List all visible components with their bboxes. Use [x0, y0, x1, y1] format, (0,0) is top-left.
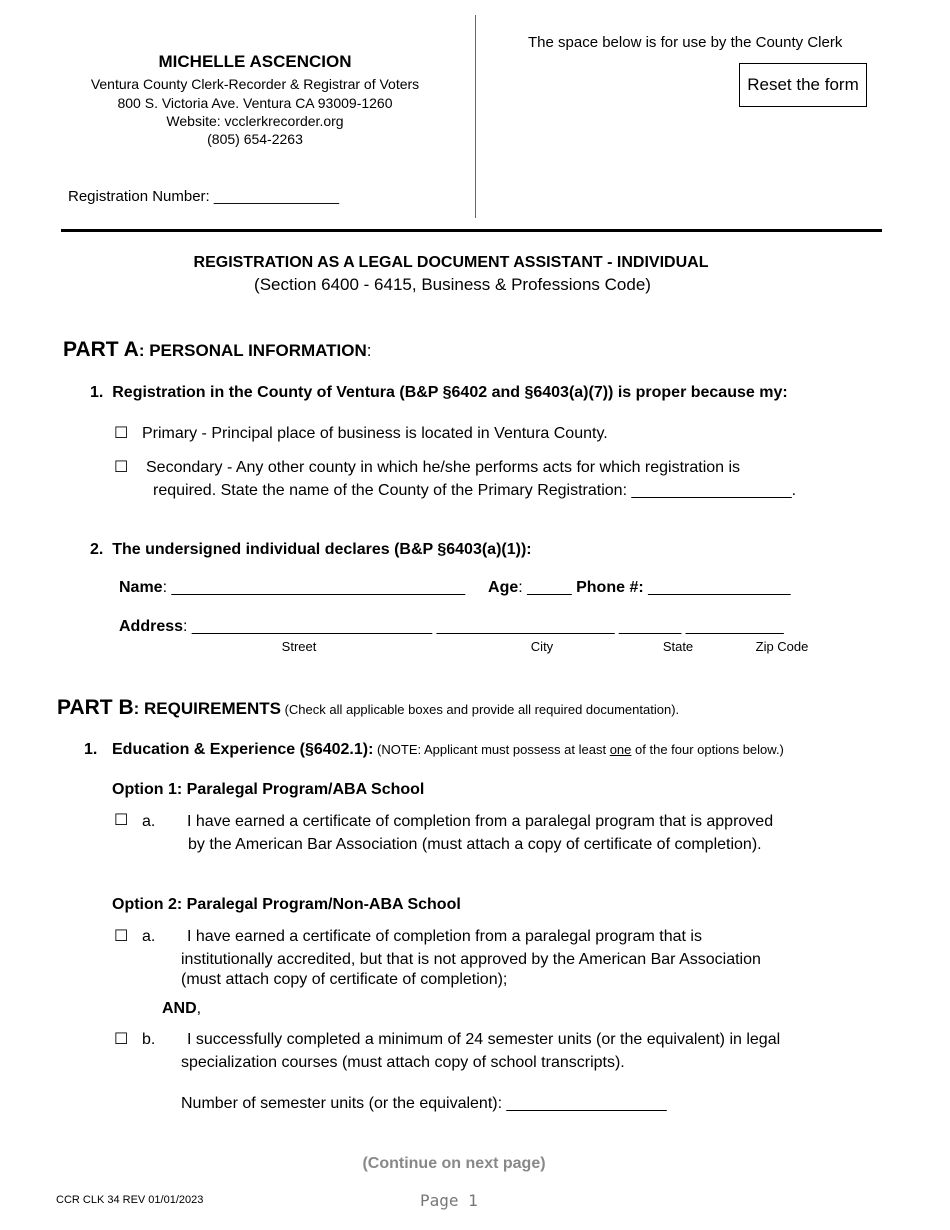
item-1-note-emphasis: one: [609, 742, 632, 757]
part-a-label: PART A: [63, 338, 139, 361]
form-title: REGISTRATION AS A LEGAL DOCUMENT ASSISTANT - INDIVIDUAL: [193, 254, 709, 271]
item-1-title: Education & Experience (§6402.1):: [112, 741, 374, 758]
secondary-option-text-1: Secondary - Any other county in which he/she performs acts for which registration is: [146, 459, 741, 476]
option-2b-letter: b.: [142, 1031, 156, 1048]
page-number: Page 1: [420, 1191, 478, 1210]
option-1a-checkbox[interactable]: ☐: [114, 810, 129, 829]
address-field[interactable]: : ___________________________ ____________________ _______ ___________: [183, 618, 784, 635]
header-rule: [61, 229, 882, 232]
option-2a-text-1: I have earned a certificate of completion from a paralegal program that is: [187, 928, 702, 945]
form-id: CCR CLK 34 REV 01/01/2023: [56, 1194, 204, 1206]
option-1a-text-1: I have earned a certificate of completion from a paralegal program that is approved: [187, 813, 774, 830]
continue-note: (Continue on next page): [362, 1155, 546, 1172]
part-a-colon: :: [366, 341, 372, 360]
clerk-address: 800 S. Victoria Ave. Ventura CA 93009-1260: [117, 95, 393, 111]
reset-form-button[interactable]: Reset the form: [739, 63, 867, 107]
semester-units-field[interactable]: Number of semester units (or the equivalent): __________________: [181, 1095, 667, 1112]
primary-option-text: Primary - Principal place of business is located in Ventura County.: [142, 425, 608, 442]
item-1-note-end: of the four options below.): [631, 742, 784, 757]
clerk-office: Ventura County Clerk-Recorder & Registrar of Voters: [90, 76, 420, 92]
zip-caption: Zip Code: [755, 639, 809, 654]
secondary-option-text-2[interactable]: required. State the name of the County of the Primary Registration: __________________.: [153, 482, 797, 499]
option-2b-checkbox[interactable]: ☐: [114, 1029, 129, 1048]
option-2a-text-3: (must attach copy of certificate of completion);: [181, 971, 508, 988]
city-caption: City: [530, 639, 554, 654]
part-a-title: : PERSONAL INFORMATION: [138, 341, 367, 360]
primary-checkbox[interactable]: ☐: [114, 423, 129, 442]
secondary-checkbox[interactable]: ☐: [114, 457, 129, 476]
and-comma: ,: [196, 1000, 202, 1017]
phone-field[interactable]: ________________: [643, 579, 791, 596]
age-field[interactable]: : _____: [518, 579, 572, 596]
and-connector: [162, 1000, 201, 1018]
name-age-phone-row: [119, 579, 791, 597]
item-1-number: 1.: [84, 741, 98, 758]
street-caption: Street: [281, 639, 317, 654]
option-2a-text-2: institutionally accredited, but that is not approved by the American Bar Association: [181, 951, 761, 968]
part-b-label: PART B: [57, 696, 134, 719]
form-subtitle: (Section 6400 - 6415, Business & Professions Code): [254, 275, 651, 294]
age-label: Age: [488, 579, 519, 596]
option-2b-text-1: I successfully completed a minimum of 24 semester units (or the equivalent) in legal: [187, 1031, 781, 1048]
name-label: Name: [119, 579, 163, 596]
clerk-website: Website: vcclerkrecorder.org: [166, 113, 344, 129]
option-2-title: Option 2: Paralegal Program/Non-ABA School: [112, 896, 461, 913]
part-b-title: : REQUIREMENTS: [133, 699, 281, 718]
clerk-use-note: The space below is for use by the County Clerk: [528, 34, 843, 51]
option-1a-letter: a.: [142, 813, 156, 830]
address-label: Address: [119, 618, 184, 635]
name-field[interactable]: : _________________________________: [162, 579, 466, 596]
item-1-heading: [112, 741, 784, 759]
state-caption: State: [662, 639, 694, 654]
item-1-note: (NOTE: Applicant must possess at least: [373, 742, 610, 757]
and-word: AND: [162, 1000, 197, 1017]
part-b-heading: [57, 696, 679, 720]
phone-label: Phone #:: [576, 579, 644, 596]
address-row: [119, 618, 784, 636]
option-2a-letter: a.: [142, 928, 156, 945]
part-b-note: (Check all applicable boxes and provide all required documentation).: [280, 702, 680, 717]
question-1: 1. Registration in the County of Ventura (B&P §6402 and §6403(a)(7)) is proper because my:: [90, 384, 788, 401]
option-2b-text-2: specialization courses (must attach copy of school transcripts).: [181, 1054, 625, 1071]
header-divider: [475, 15, 476, 218]
option-2a-checkbox[interactable]: ☐: [114, 926, 129, 945]
part-a-heading: [63, 338, 372, 362]
option-1-title: Option 1: Paralegal Program/ABA School: [112, 781, 425, 798]
question-2: 2. The undersigned individual declares (B&P §6403(a)(1)):: [90, 541, 532, 558]
option-1a-text-2: by the American Bar Association (must attach a copy of certificate of completion).: [188, 836, 762, 853]
clerk-phone: (805) 654-2263: [207, 131, 303, 147]
registration-number-field[interactable]: Registration Number: _______________: [68, 188, 340, 205]
clerk-name: MICHELLE ASCENCION: [158, 52, 352, 71]
